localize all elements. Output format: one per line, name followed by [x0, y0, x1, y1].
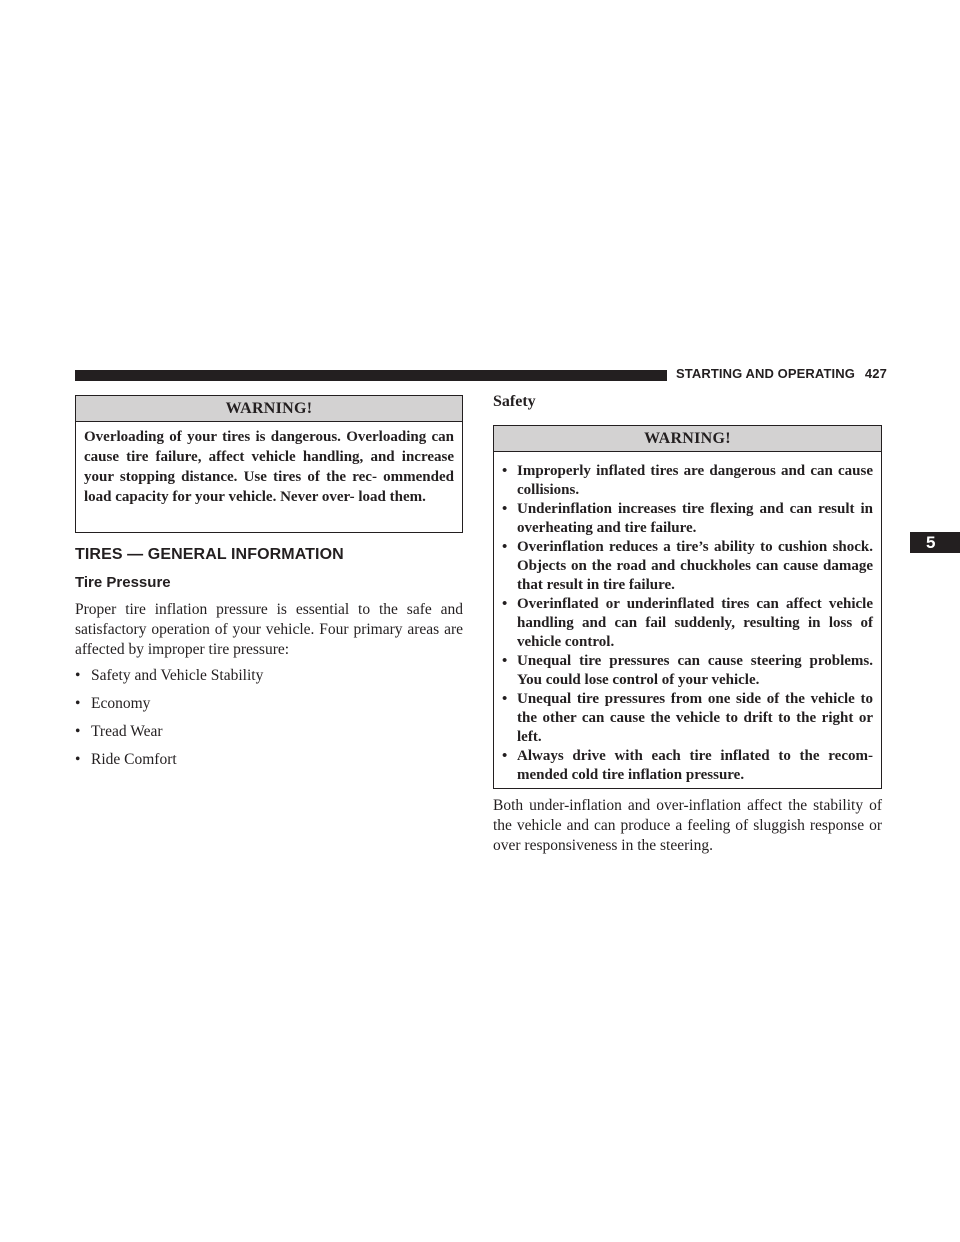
tire-pressure-warning-box	[493, 425, 882, 789]
safety-heading: Safety	[493, 393, 536, 410]
bullet-dot: •	[75, 723, 81, 740]
warning-item-text: Overinflation reduces a tire’s ability to cushion shock. Objects on the road and chuckholes can cause damage that result in tire failure.	[517, 539, 873, 593]
bullet-dot: •	[502, 653, 508, 669]
bullet-dot: •	[75, 751, 81, 768]
list-item-text: Tread Wear	[91, 723, 163, 740]
warning-list-item	[502, 747, 873, 785]
warning-list-item	[502, 500, 873, 538]
subheading-tire-pressure: Tire Pressure	[75, 574, 171, 591]
warning-item-text: Always drive with each tire inflated to the recom- mended cold tire inflation pressure.	[517, 748, 873, 783]
header-rule	[75, 370, 667, 381]
section-heading: TIRES — GENERAL INFORMATION	[75, 546, 344, 563]
list-item	[75, 750, 177, 770]
warning-item-text: Unequal tire pressures from one side of the vehicle to the other can cause the vehicle to drift to the right or left.	[517, 691, 873, 745]
warning-text: Overloading of your tires is dangerous. Overloading can cause tire failure, affect vehicle handling, and increase your stopping distance. Use tires of the rec- ommended load capacity for your vehicle. Never over- load them.	[84, 429, 454, 505]
bullet-dot: •	[502, 463, 508, 479]
warning-list-item	[502, 538, 873, 595]
warning-list-item	[502, 595, 873, 652]
bullet-dot: •	[502, 691, 508, 707]
running-header	[676, 366, 887, 381]
bullet-dot: •	[502, 501, 508, 517]
bullet-dot: •	[502, 748, 508, 764]
bullet-dot: •	[502, 596, 508, 612]
chapter-tab: 5	[910, 532, 960, 553]
list-item-text: Ride Comfort	[91, 751, 177, 768]
list-item	[75, 666, 263, 686]
warning-list-item	[502, 690, 873, 747]
bullet-dot: •	[75, 695, 81, 712]
warning-list-item	[502, 462, 873, 500]
overloading-warning-box	[75, 395, 463, 533]
bullet-dot: •	[502, 539, 508, 555]
warning-title: WARNING!	[494, 426, 881, 452]
header-section-title: STARTING AND OPERATING	[676, 366, 855, 381]
warning-item-text: Unequal tire pressures can cause steering problems. You could lose control of your vehicle.	[517, 653, 873, 688]
bullet-dot: •	[75, 667, 81, 684]
warning-list	[494, 452, 881, 785]
warning-title: WARNING!	[76, 396, 462, 422]
list-item	[75, 694, 150, 714]
page-number: 427	[864, 366, 887, 381]
list-item	[75, 722, 163, 742]
intro-paragraph: Proper tire inflation pressure is essential to the safe and satisfactory operation of your vehicle. Four primary areas are affected by improper tire pressure:	[75, 601, 463, 658]
closing-paragraph: Both under-inflation and over-inflation affect the stability of the vehicle and can produce a feeling of sluggish response or over responsiveness in the steering.	[493, 797, 882, 854]
warning-item-text: Overinflated or underinflated tires can affect vehicle handling and can fail suddenly, resulting in loss of vehicle control.	[517, 596, 873, 650]
list-item-text: Safety and Vehicle Stability	[91, 667, 264, 684]
warning-list-item	[502, 652, 873, 690]
warning-item-text: Underinflation increases tire flexing and can result in overheating and tire failure.	[517, 501, 873, 536]
list-item-text: Economy	[91, 695, 151, 712]
warning-item-text: Improperly inflated tires are dangerous and can cause collisions.	[517, 463, 873, 498]
